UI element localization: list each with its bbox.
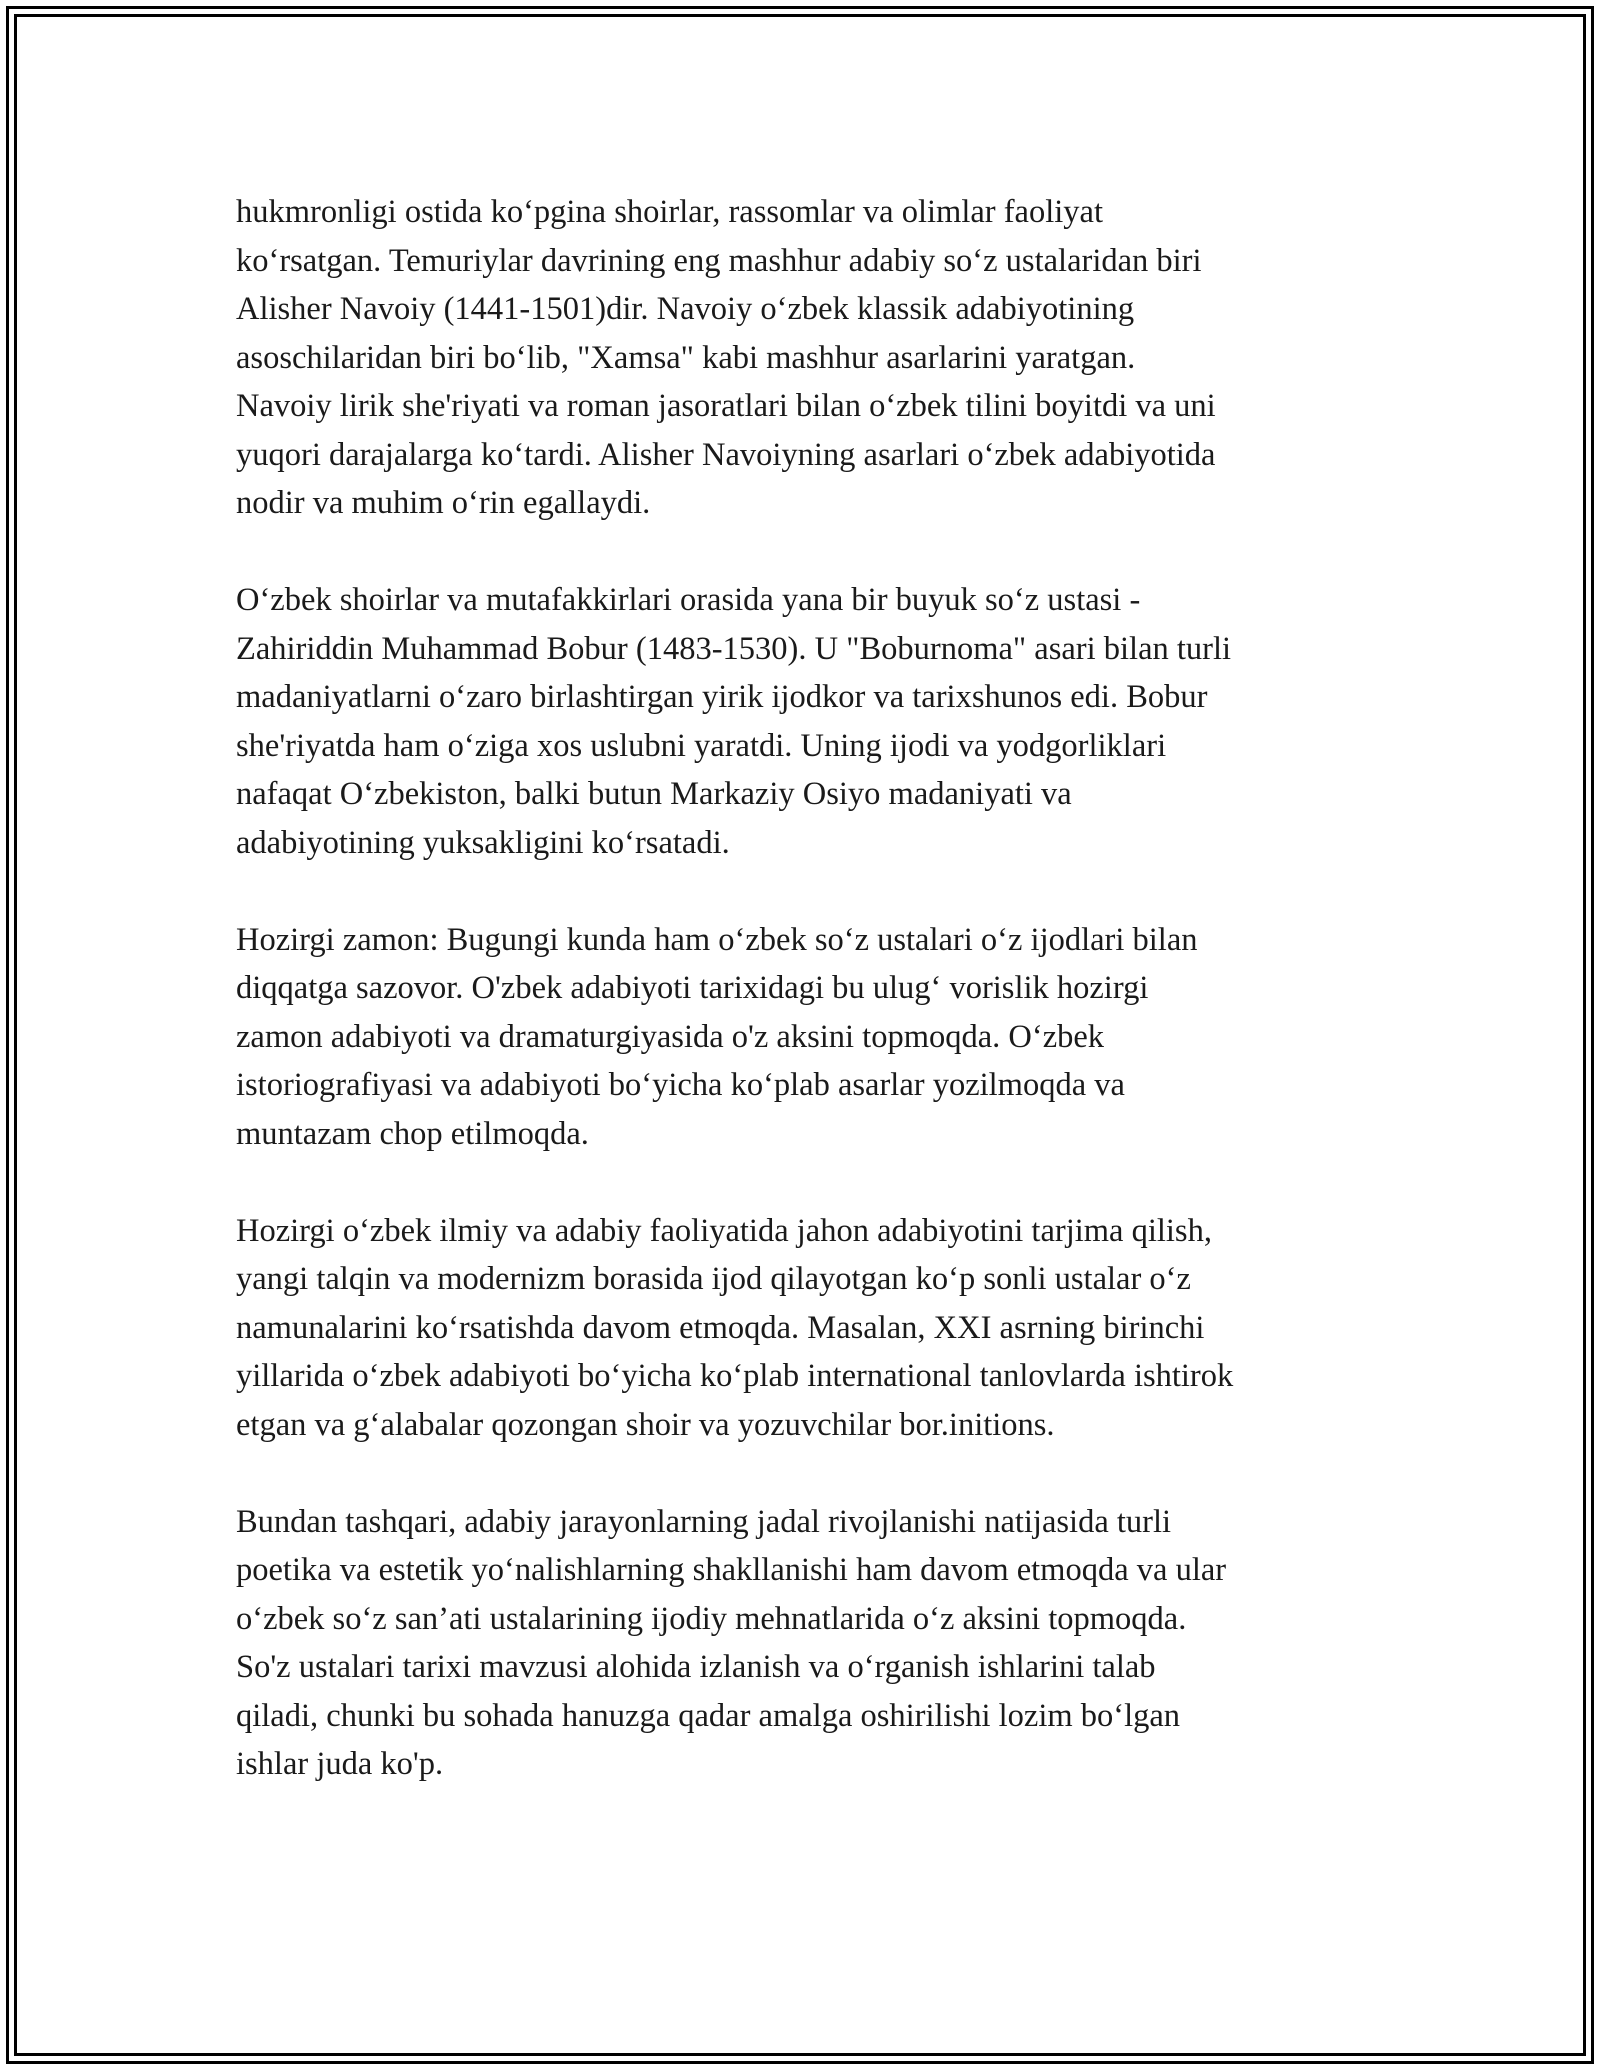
text-line: qiladi, chunki bu sohada hanuzga qadar amalga oshirilishi lozim bo‘lgan bbox=[236, 1697, 1181, 1734]
text-line: Zahiriddin Muhammad Bobur (1483-1530). U "Boburnoma" asari bilan turli bbox=[236, 630, 1232, 667]
text-line: So'z ustalari tarixi mavzusi alohida izlanish va o‘rganish ishlarini talab bbox=[236, 1649, 1156, 1685]
paragraph-ilmiy-faoliyat bbox=[236, 1207, 1386, 1450]
text-line: adabiyotining yuksakligini ko‘rsatadi. bbox=[236, 824, 730, 861]
text-line: Bundan tashqari, adabiy jarayonlarning jadal rivojlanishi natijasida turli bbox=[236, 1503, 1172, 1540]
text-line: nafaqat O‘zbekiston, balki butun Markaziy Osiyo madaniyati va bbox=[236, 776, 1072, 812]
text-line: Hozirgi o‘zbek ilmiy va adabiy faoliyatida jahon adabiyotini tarjima qilish, bbox=[236, 1212, 1212, 1249]
text-line: yuqori darajalarga ko‘tardi. Alisher Navoiyning asarlari o‘zbek adabiyotida bbox=[236, 436, 1216, 473]
text-line: Alisher Navoiy (1441-1501)dir. Navoiy o‘zbek klassik adabiyotining bbox=[236, 291, 1135, 327]
text-line: zamon adabiyoti va dramaturgiyasida o'z aksini topmoqda. O‘zbek bbox=[236, 1018, 1105, 1055]
paragraph-navoiy bbox=[236, 188, 1386, 528]
text-line: diqqatga sazovor. O'zbek adabiyoti tarixidagi bu ulug‘ vorislik hozirgi bbox=[236, 970, 1149, 1006]
text-line: muntazam chop etilmoqda. bbox=[236, 1115, 589, 1152]
text-line: etgan va g‘alabalar qozongan shoir va yozuvchilar bor.initions. bbox=[236, 1406, 1055, 1443]
paragraph-adabiy-jarayonlar bbox=[236, 1498, 1386, 1789]
text-line: namunalarini ko‘rsatishda davom etmoqda. Masalan, XXI asrning birinchi bbox=[236, 1309, 1205, 1346]
text-line: madaniyatlarni o‘zaro birlashtirgan yirik ijodkor va tarixshunos edi. Bobur bbox=[236, 679, 1208, 715]
text-line: ko‘rsatgan. Temuriylar davrining eng mashhur adabiy so‘z ustalaridan biri bbox=[236, 242, 1202, 279]
text-line: istoriografiyasi va adabiyoti bo‘yicha ko‘plab asarlar yozilmoqda va bbox=[236, 1067, 1125, 1103]
text-line: ishlar juda ko'p. bbox=[236, 1746, 444, 1782]
text-line: poetika va estetik yo‘nalishlarning shakllanishi ham davom etmoqda va ular bbox=[236, 1552, 1227, 1588]
paragraph-hozirgi-zamon bbox=[236, 916, 1386, 1159]
paragraph-bobur bbox=[236, 576, 1386, 867]
text-line: hukmronligi ostida ko‘pgina shoirlar, rassomlar va olimlar faoliyat bbox=[236, 194, 1103, 230]
text-line: Hozirgi zamon: Bugungi kunda ham o‘zbek so‘z ustalari o‘z ijodlari bilan bbox=[236, 921, 1198, 958]
text-line: o‘zbek so‘z san’ati ustalarining ijodiy mehnatlarida o‘z aksini topmoqda. bbox=[236, 1600, 1187, 1637]
text-line: Navoiy lirik she'riyati va roman jasoratlari bilan o‘zbek tilini boyitdi va uni bbox=[236, 388, 1216, 424]
text-line: yangi talqin va modernizm borasida ijod qilayotgan ko‘p sonli ustalar o‘z bbox=[236, 1261, 1191, 1297]
text-line: nodir va muhim o‘rin egallaydi. bbox=[236, 485, 651, 521]
text-line: she'riyatda ham o‘ziga xos uslubni yaratdi. Uning ijodi va yodgorliklari bbox=[236, 727, 1167, 764]
text-line: O‘zbek shoirlar va mutafakkirlari orasida yana bir buyuk so‘z ustasi - bbox=[236, 582, 1141, 618]
text-line: asoschilaridan biri bo‘lib, "Xamsa" kabi mashhur asarlarini yaratgan. bbox=[236, 339, 1136, 376]
text-line: yillarida o‘zbek adabiyoti bo‘yicha ko‘plab international tanlovlarda ishtirok bbox=[236, 1358, 1234, 1394]
document-body bbox=[236, 188, 1386, 1789]
